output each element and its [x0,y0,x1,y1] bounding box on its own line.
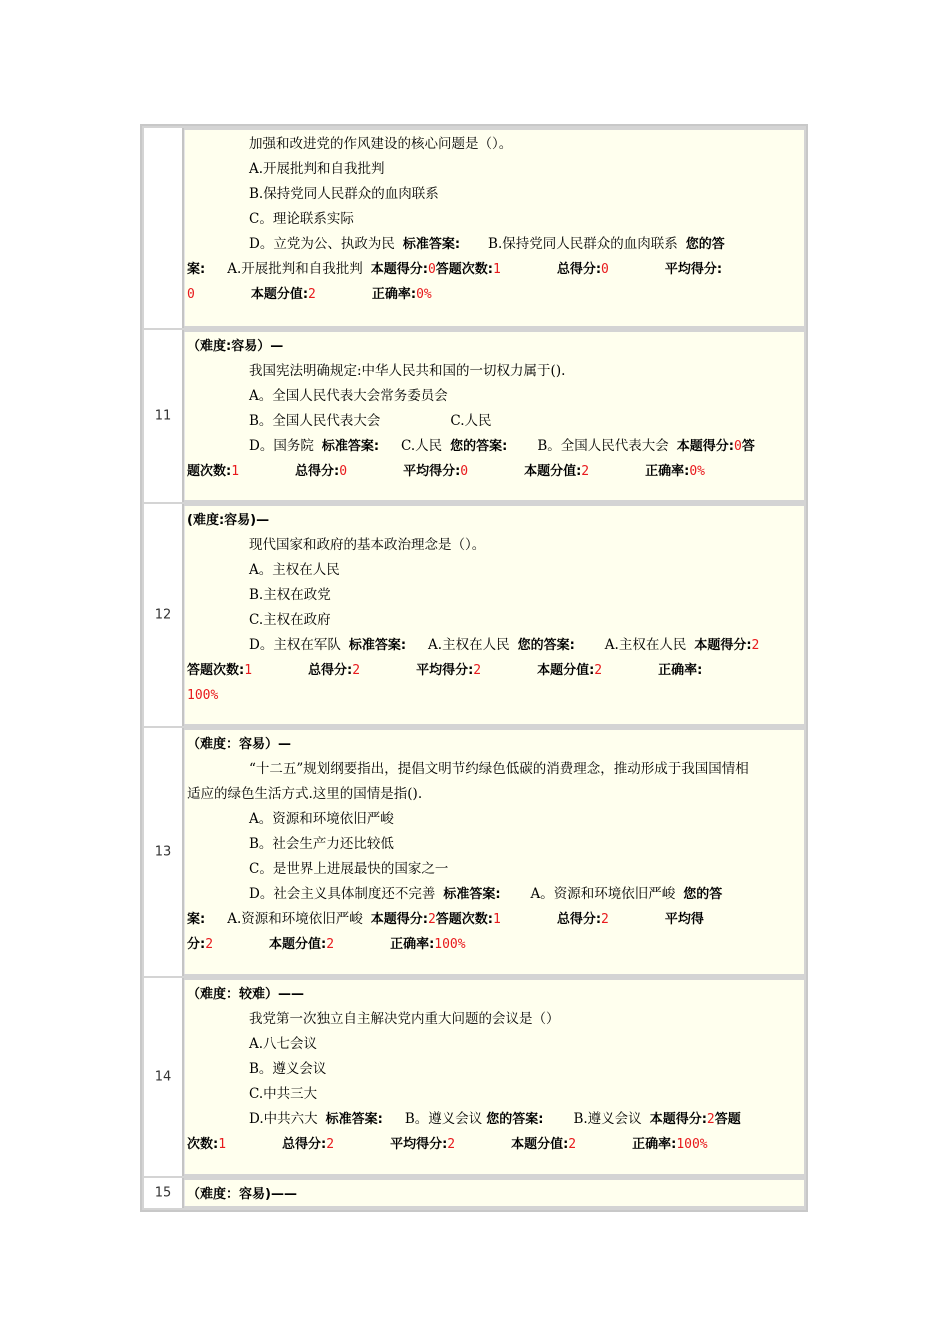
option-b: B。遵义会议 [249,1061,327,1077]
difficulty-label: （难度：容易）— [187,737,292,752]
question-number-cell [144,330,184,502]
total-value: 0 [339,464,348,479]
question-number-cell [144,1178,184,1208]
accuracy-label: 正确率: [390,937,435,952]
point-value-label: 本题分值: [269,937,327,952]
answer-line-1 [249,1107,741,1132]
attempts-value: 1 [218,1137,227,1152]
difficulty-label: (难度:容易)— [187,513,270,528]
option-d: D。社会主义具体制度还不完善 [249,886,436,902]
option-b: B。全国人民代表大会 [249,413,381,429]
standard-answer-value: B.保持党同人民群众的血肉联系 [488,236,678,252]
average-label: 平均得分: [664,262,723,277]
option-a: A。全国人民代表大会常务委员会 [249,388,448,404]
difficulty-label: （难度:容易）— [187,339,284,354]
attempts-label: 答题次数: [435,262,493,277]
your-answer-label: 您的答案: [450,439,508,454]
your-answer-value: A.开展批判和自我批判 [227,261,363,277]
standard-answer-value: A.主权在人民 [428,637,510,653]
score-label: 本题得分: [370,912,428,927]
attempts-value: 1 [231,464,240,479]
point-value: 2 [308,287,316,302]
question-text-cont: 适应的绿色生活方式.这里的国情是指(). [187,786,423,802]
total-value: 0 [601,262,609,277]
standard-answer-value: A。资源和环境依旧严峻 [530,886,676,902]
average-value: 2 [447,1137,456,1152]
point-value-label: 本题分值: [524,464,582,479]
your-answer-label: 您的答案: [486,1112,544,1127]
question-row-10 [144,128,804,328]
answer-line-1 [249,232,725,257]
your-answer-value: A.主权在人民 [604,637,687,653]
attempts-label: 答题次数: [435,912,493,927]
option-d: D。主权在军队 [249,637,341,653]
question-text: 加强和改进党的作风建设的核心问题是（）。 [249,136,513,152]
question-content [184,332,804,500]
answer-line-3 [187,932,466,957]
accuracy-value: 100% [676,1137,708,1152]
total-value: 2 [601,912,609,927]
question-number-cell [144,128,184,328]
score-value: 2 [706,1112,715,1127]
question-content [184,130,804,326]
score-label: 本题得分: [370,262,428,277]
total-label: 总得分: [556,912,602,927]
attempts-label: 答 [741,439,755,454]
option-c: C.中共三大 [249,1086,318,1102]
accuracy-label: 正确率: [632,1137,677,1152]
question-row-13 [144,728,804,976]
option-a: A。资源和环境依旧严峻 [249,811,394,827]
standard-answer-label: 标准答案: [402,237,461,252]
answer-line-1 [249,633,759,658]
standard-answer-label: 标准答案: [321,439,380,454]
question-number-cell [144,978,184,1176]
attempts-value: 1 [492,912,501,927]
option-a: A.八七会议 [249,1036,318,1052]
total-label: 总得分: [556,262,602,277]
option-b: B.保持党同人民群众的血肉联系 [249,186,439,202]
average-label: 平均得分: [390,1137,448,1152]
point-value-label: 本题分值: [511,1137,569,1152]
score-label: 本题得分: [676,439,734,454]
score-value: 0 [734,439,742,454]
question-number: 12 [154,607,172,623]
question-number: 11 [154,408,172,424]
average-label: 平均得分: [403,464,461,479]
attempts-label: 答题次数: [187,663,245,678]
attempts-label-cont: 题次数: [187,464,232,479]
point-value: 2 [581,464,590,479]
question-content [184,980,804,1174]
standard-answer-label: 标准答案: [443,887,501,902]
score-value: 2 [427,912,436,927]
question-number: 14 [154,1069,172,1085]
total-label: 总得分: [308,663,353,678]
answer-line-3 [187,282,432,307]
point-value: 2 [568,1137,577,1152]
question-row-15 [144,1178,804,1208]
score-value: 0 [427,262,436,277]
attempts-value: 1 [492,262,501,277]
average-label: 平均得 [664,912,704,927]
option-d: D.中共六大 [249,1111,318,1127]
attempts-label: 答题 [714,1112,741,1127]
accuracy-label: 正确率: [371,287,417,302]
standard-answer-value: B。遵义会议 [404,1111,483,1127]
answer-line-2 [187,459,705,484]
score-label: 本题得分: [694,638,752,653]
question-content [184,730,804,974]
score-value: 2 [751,638,760,653]
accuracy-value: 100% [187,688,219,703]
question-content [184,1180,804,1206]
point-value: 2 [594,663,603,678]
average-value: 0 [460,464,469,479]
attempts-value: 1 [244,663,253,678]
average-label-cont: 分: [187,937,206,952]
option-d: D。立党为公、执政为民 [249,236,395,252]
option-a: A.开展批判和自我批判 [249,161,385,177]
option-d: D。国务院 [249,438,314,454]
question-row-11 [144,330,804,502]
point-value-label: 本题分值: [250,287,309,302]
answer-line-1 [249,882,722,907]
option-c: C.主权在政府 [249,612,331,628]
question-text: 现代国家和政府的基本政治理念是（）。 [249,537,486,553]
answer-line-2 [187,658,702,683]
answer-line-1 [249,434,755,459]
question-text: 我国宪法明确规定:中华人民共和国的一切权力属于(). [249,363,566,379]
total-value: 2 [326,1137,335,1152]
your-answer-label: 您的答案: [517,638,575,653]
question-number-cell [144,504,184,726]
answer-line-2 [187,257,722,282]
accuracy-value: 0% [689,464,705,479]
average-label: 平均得分: [416,663,474,678]
point-value: 2 [326,937,335,952]
your-answer-label-cont: 案: [187,262,206,277]
standard-answer-label: 标准答案: [348,638,407,653]
answer-line-3 [187,683,218,708]
accuracy-value: 100% [434,937,466,952]
point-value-label: 本题分值: [537,663,595,678]
option-b-c-line [249,409,492,434]
score-label: 本题得分: [649,1112,707,1127]
question-row-14 [144,978,804,1176]
option-b: B.主权在政党 [249,587,331,603]
accuracy-value: 0% [416,287,432,302]
your-answer-label: 您的答 [685,237,725,252]
total-label: 总得分: [282,1137,327,1152]
standard-answer-label: 标准答案: [325,1112,383,1127]
difficulty-label: （难度：容易)—— [187,1187,297,1202]
your-answer-value: B.遵义会议 [573,1111,642,1127]
standard-answer-value: C.人民 [401,438,443,454]
question-number-cell [144,728,184,976]
total-label: 总得分: [295,464,340,479]
your-answer-label: 您的答 [683,887,723,902]
difficulty-label: （难度：较难）—— [187,987,305,1002]
question-text: “十二五”规划纲要指出，提倡文明节约绿色低碳的消费理念，推动形成于我国国情相 [249,761,749,777]
question-number: 15 [154,1185,172,1201]
your-answer-label-cont: 案: [187,912,206,927]
average-value: 2 [473,663,482,678]
average-value: 2 [205,937,214,952]
accuracy-label: 正确率: [645,464,690,479]
question-row-12 [144,504,804,726]
average-value: 0 [187,287,195,302]
option-b: B。社会生产力还比较低 [249,836,394,852]
your-answer-value: B。全国人民代表大会 [537,438,669,454]
option-c: C。理论联系实际 [249,211,354,227]
quiz-results-table [140,124,808,1212]
your-answer-value: A.资源和环境依旧严峻 [227,911,363,927]
attempts-label-cont: 次数: [187,1137,219,1152]
accuracy-label: 正确率: [658,663,703,678]
option-a: A。主权在人民 [249,562,340,578]
question-number: 13 [154,844,172,860]
question-content [184,506,804,724]
total-value: 2 [352,663,361,678]
option-c: C。是世界上进展最快的国家之一 [249,861,449,877]
answer-line-2 [187,907,704,932]
answer-line-2 [187,1132,708,1157]
question-text: 我党第一次独立自主解决党内重大问题的会议是（） [249,1011,560,1027]
option-c: C.人民 [450,413,492,429]
